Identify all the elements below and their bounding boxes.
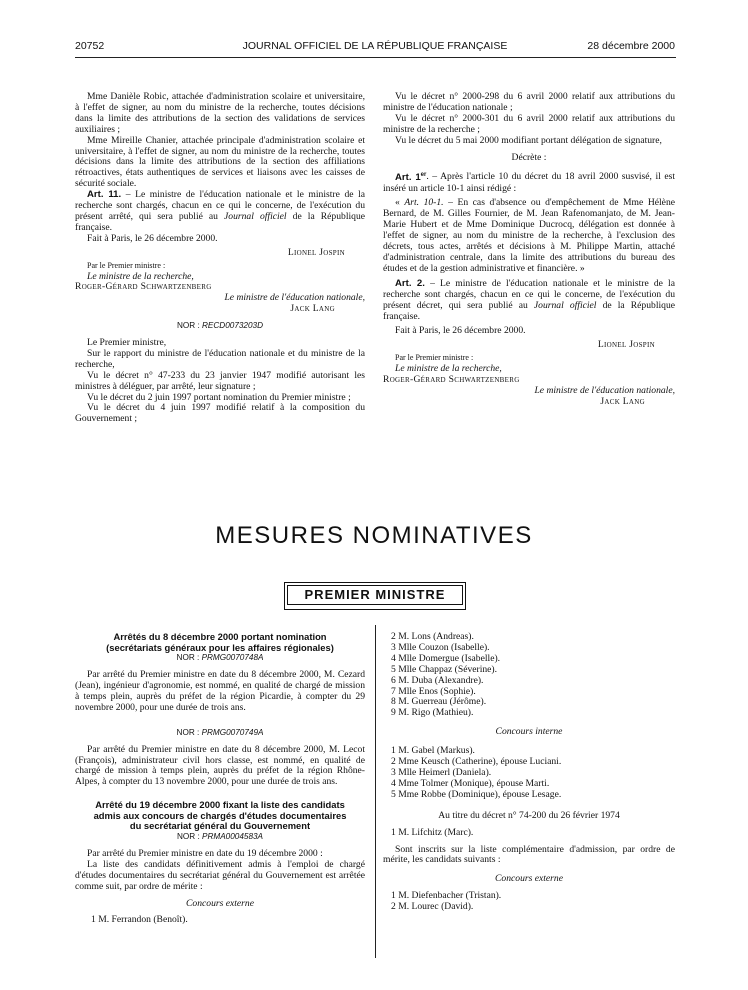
list-item: 2 M. Lourec (David).: [391, 901, 474, 913]
candidate-list: [383, 746, 675, 801]
list-item: 2 M. Lons (Andreas).: [391, 631, 474, 642]
decree-heading: Arrêté du 19 décembre 2000 fixant la liste des candidats admis aux concours de chargés d'études documentaires du secrétariat général du Gouvernement: [93, 799, 347, 832]
ministry-box: [284, 582, 466, 610]
page-number: 20752: [75, 40, 105, 52]
list-item: 1 M. Diefenbacher (Tristan).: [391, 890, 502, 902]
signature-mention: Par le Premier ministre :: [395, 353, 474, 363]
list-item: 7 Mlle Enos (Sophie).: [391, 685, 476, 697]
signature-place-date: Fait à Paris, le 26 décembre 2000.: [395, 325, 526, 337]
list-item: 8 M. Guerreau (Jérôme).: [391, 696, 487, 708]
article-10-1: « Art. 10-1. – En cas d'absence ou d'empêchement de Mme Hélène Bernard, de M. Gilles Fournier, de M. Jean Rafenomanjato, de M. Jean-Marie Hubert et de Mme Dominique Ducrocq, délégation est donnée à l'effet de signer, au nom du ministre de la recherche, à l'exclusion des décrets, tous actes, arrêtés et décisions à M. Philippe Martin, attaché d'administration centrale, dans la limite des attributions du bureau des études et de la gestion administrative et financière. »: [383, 197, 675, 274]
paragraph: Vu le décret du 5 mai 2000 modifiant portant délégation de signature,: [395, 134, 662, 146]
column-divider: [375, 625, 376, 958]
decrete-heading: Décrète :: [511, 151, 547, 163]
signatory: Jack Lang: [600, 395, 645, 407]
article-11: Art. 11. – Le ministre de l'éducation nationale et le ministre de la recherche sont chargés, chacun en ce qui le concerne, de l'exécution du présent arrêté, qui sera publié au Journal officiel de la République française.: [75, 189, 366, 233]
minister-title: Le ministre de la recherche,: [87, 270, 194, 282]
paragraph: Sont inscrits sur la liste complémentaire d'admission, par ordre de mérite, les candidats suivants :: [383, 843, 675, 866]
paragraph: Par arrêté du Premier ministre en date du 8 décembre 2000, M. Cezard (Jean), ingénieur d'agronomie, est nommé, en qualité de chargé de mission à temps plein, auprès du préfet de la région Picardie, à compter du 29 novembre 2000, pour une durée de trois ans.: [75, 669, 365, 713]
article-1: Art. 1er. – Après l'article 10 du décret du 18 avril 2000 susvisé, il est inséré un article 10-1 ainsi rédigé :: [383, 171, 675, 194]
list-item: 3 Mlle Couzon (Isabelle).: [391, 641, 490, 653]
list-item: 2 Mme Keusch (Catherine), épouse Luciani.: [391, 756, 562, 768]
minister-title: Le ministre de l'éducation nationale,: [534, 384, 675, 396]
paragraph: Vu le décret n° 2000-298 du 6 avril 2000 relatif aux attributions du ministre de l'éducation nationale ;: [383, 91, 675, 113]
list-item: 4 Mme Tolmer (Monique), épouse Marti.: [391, 777, 550, 789]
nor-reference: NOR : PRMA0004583A: [176, 832, 264, 842]
minister-title: Le ministre de l'éducation nationale,: [224, 292, 365, 304]
left-column-bottom: [75, 632, 365, 926]
header-rule: [75, 57, 676, 58]
paragraph: Par arrêté du Premier ministre en date du 19 décembre 2000 :: [87, 847, 323, 859]
nor-reference: NOR : PRMG0070749A: [176, 727, 264, 737]
signatory: Roger-Gérard Schwartzenberg: [75, 281, 212, 293]
paragraph: Vu le décret n° 47-233 du 23 janvier 1947 modifié autorisant les ministres à déléguer, par arrêté, leur signature ;: [75, 369, 365, 392]
list-item: 1 M. Gabel (Markus).: [391, 745, 475, 757]
section-title: MESURES NOMINATIVES: [215, 522, 533, 549]
paragraph: Mme Danièle Robic, attachée d'administration scolaire et universitaire, à l'effet de signer, au nom du ministre de la recherche, toutes décisions dans la limite des attributions de la section des validations de services auxiliaires ;: [75, 91, 365, 135]
decree-heading: Arrêtés du 8 décembre 2000 portant nomination (secrétariats généraux pour les affaires régionales): [106, 631, 334, 653]
list-item: 5 Mlle Chappaz (Séverine).: [391, 663, 498, 675]
list-item: 1 M. Ferrandon (Benoît).: [91, 914, 188, 926]
page-header: [75, 40, 675, 56]
paragraph: Le Premier ministre,: [87, 337, 167, 349]
paragraph: Mme Mireille Chanier, attachée principale d'administration scolaire et universitaire, à l'effet de signer, au nom du ministre de la recherche, toutes décisions dans la limite des attributions de la section des affiliations rétroactives, états authentiques de services et liaisons avec les caisses de sécurité sociale.: [75, 134, 365, 190]
list-item: 6 M. Duba (Alexandre).: [391, 674, 484, 686]
paragraph: Vu le décret n° 2000-301 du 6 avril 2000 relatif aux attributions du ministre de la recherche ;: [383, 112, 675, 135]
list-item: 3 Mlle Heimerl (Daniela).: [391, 766, 492, 778]
right-column-top: [383, 92, 675, 408]
list-item: 4 Mlle Domergue (Isabelle).: [391, 652, 501, 664]
signatory: Jack Lang: [290, 303, 335, 315]
subheading: Concours externe: [186, 897, 254, 909]
signatory: Lionel Jospin: [597, 339, 655, 351]
nor-reference: NOR : RECD0073203D: [176, 321, 264, 331]
paragraph: La liste des candidats définitivement admis à l'emploi de chargé d'études documentaires du secrétariat général du Gouvernement est arrêtée comme suit, par ordre de mérite :: [75, 858, 365, 892]
candidate-list: [383, 632, 675, 719]
subheading: Au titre du décret n° 74-200 du 26 février 1974: [438, 809, 620, 821]
signatory: Lionel Jospin: [287, 246, 345, 258]
journal-title: JOURNAL OFFICIEL DE LA RÉPUBLIQUE FRANÇAISE: [242, 40, 508, 52]
paragraph: Sur le rapport du ministre de l'éducation nationale et du ministre de la recherche,: [75, 347, 365, 370]
subheading: Concours interne: [495, 726, 563, 738]
ministry-name: PREMIER MINISTRE: [287, 585, 463, 605]
list-item: 1 M. Lifchitz (Marc).: [391, 826, 474, 838]
list-item: 5 Mme Robbe (Dominique), épouse Lesage.: [391, 788, 562, 800]
issue-date: 28 décembre 2000: [587, 40, 675, 52]
article-2: Art. 2. – Le ministre de l'éducation nationale et le ministre de la recherche sont chargés, chacun en ce qui le concerne, de l'exécution du présent décret, qui sera publié au Journal officiel de la République française.: [383, 277, 675, 322]
paragraph: Vu le décret du 2 juin 1997 portant nomination du Premier ministre ;: [87, 391, 351, 403]
nor-reference: NOR : PRMG0070748A: [176, 653, 264, 663]
list-item: 9 M. Rigo (Mathieu).: [391, 707, 474, 719]
signatory: Roger-Gérard Schwartzenberg: [383, 374, 520, 386]
paragraph: Par arrêté du Premier ministre en date du 8 décembre 2000, M. Lecot (François), administrateur civil hors classe, est nommé, en qualité de chargé de mission à temps plein, auprès du préfet de la région Rhône-Alpes, à compter du 13 novembre 2000, pour une durée de trois ans.: [75, 743, 365, 788]
minister-title: Le ministre de la recherche,: [395, 363, 502, 375]
candidate-list: [383, 891, 675, 913]
right-column-bottom: [383, 632, 675, 913]
signature-mention: Par le Premier ministre :: [87, 260, 166, 270]
left-column-top: [75, 92, 365, 425]
paragraph: Vu le décret du 4 juin 1997 modifié relatif à la composition du Gouvernement ;: [75, 402, 365, 425]
signature-place-date: Fait à Paris, le 26 décembre 2000.: [87, 232, 218, 244]
subheading: Concours externe: [495, 873, 563, 885]
